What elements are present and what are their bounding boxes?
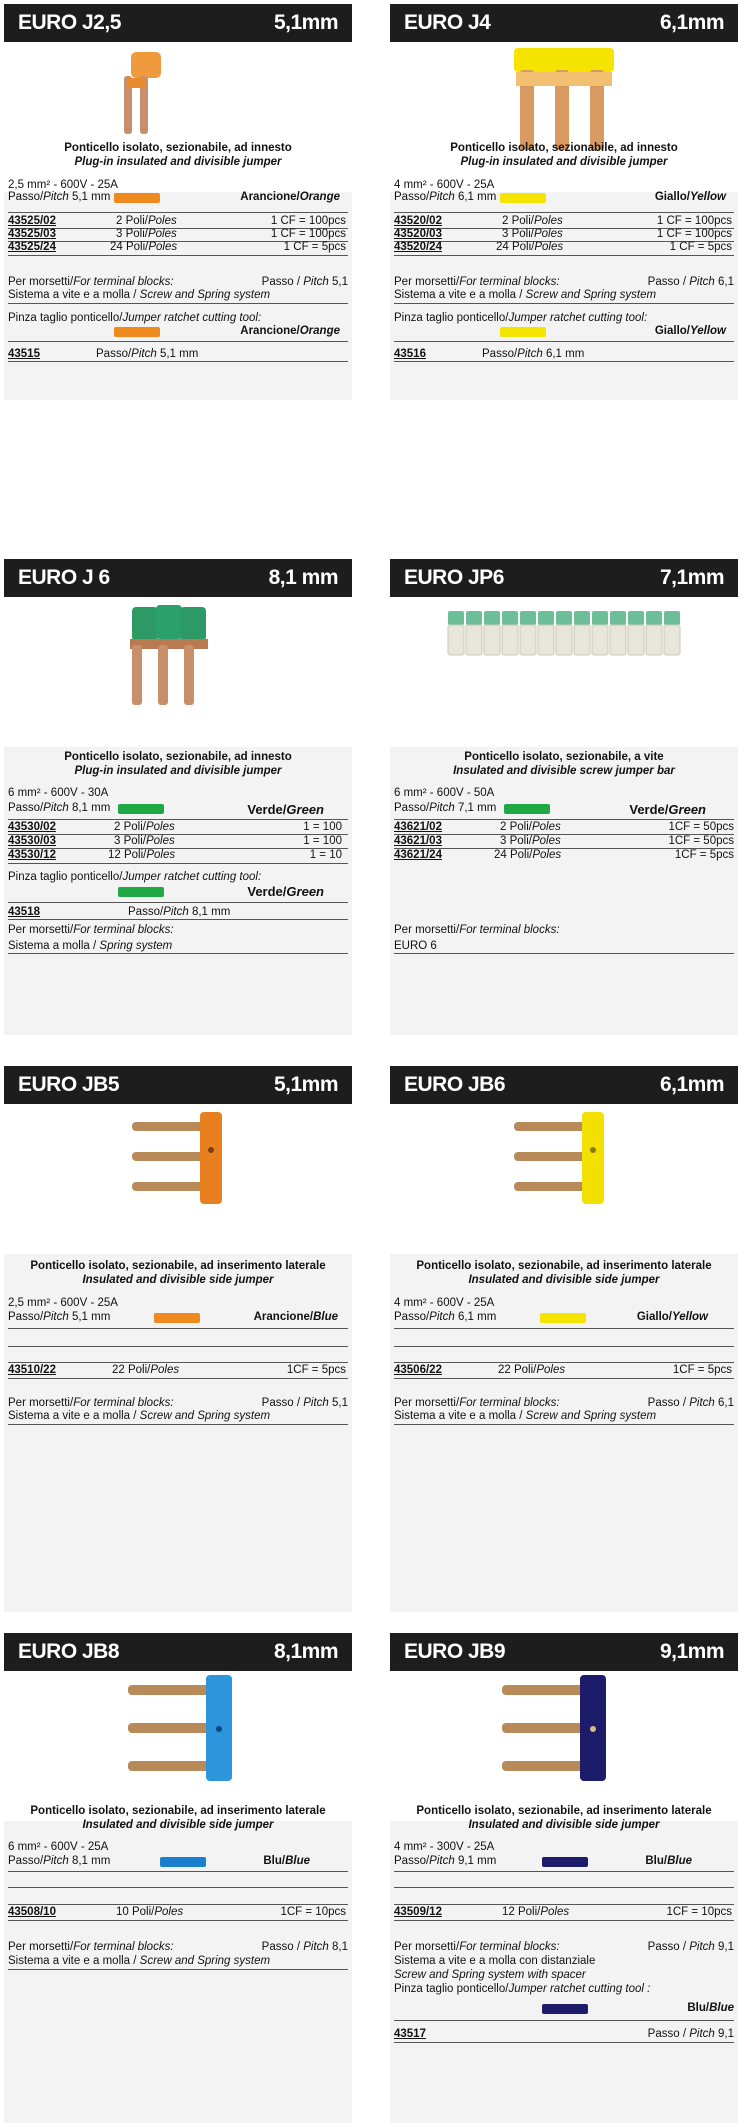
divider — [8, 1362, 348, 1363]
pack: 1 CF = 100pcs — [656, 228, 732, 240]
card-header — [390, 1066, 738, 1104]
article-code: 43525/02 — [8, 215, 56, 227]
article-code: 43520/02 — [394, 215, 442, 227]
product-name: EURO JB8 — [18, 1640, 120, 1663]
color-swatch — [540, 1313, 586, 1323]
product-card-euro-jb9 — [390, 1633, 738, 2123]
product-title: Ponticello isolato, sezionabile, ad inserimento laterale — [416, 1260, 712, 1272]
spec-pitch: Passo/Pitch 8,1 mm — [8, 802, 111, 814]
side-jumper-illustration — [4, 1671, 352, 1821]
system-type: Sistema a vite e a molla / Screw and Spring system — [8, 289, 271, 301]
card-header — [390, 559, 738, 597]
pack: 1CF = 5pcs — [672, 1364, 732, 1376]
product-title: Ponticello isolato, sezionabile, ad innesto — [64, 751, 292, 763]
tool-code: 43517 — [394, 2028, 426, 2040]
divider — [8, 1378, 348, 1379]
product-photo — [390, 42, 738, 192]
product-card-euro-j6 — [4, 559, 352, 1035]
article-code: 43621/02 — [394, 821, 442, 833]
pack: 1CF = 5pcs — [286, 1364, 346, 1376]
divider — [8, 1920, 348, 1921]
card-header — [390, 1633, 738, 1671]
divider — [394, 2042, 734, 2043]
tool-pitch: Passo/Pitch 5,1 mm — [96, 348, 199, 360]
divider — [8, 1904, 348, 1905]
tool-color-name: Verde/Green — [247, 884, 324, 899]
divider — [394, 953, 734, 954]
article-code: 43508/10 — [8, 1906, 56, 1918]
terminal-blocks-label: Per morsetti/For terminal blocks: — [8, 276, 174, 288]
spec-rating: 4 mm² - 300V - 25A — [394, 1841, 495, 1853]
tool-color-name: Arancione/Orange — [240, 325, 340, 337]
color-name: Giallo/Yellow — [654, 191, 726, 203]
divider — [394, 1378, 734, 1379]
pack: 1 = 10 — [309, 849, 342, 861]
product-card-euro-jp6 — [390, 559, 738, 1035]
pitch-badge: 9,1mm — [659, 1640, 724, 1663]
spec-pitch: Passo/Pitch 6,1 mm — [394, 1311, 497, 1323]
poles: 3 Poli/Poles — [502, 228, 563, 240]
pack: 1 CF = 100pcs — [270, 228, 346, 240]
terminal-blocks-pitch: Passo / Pitch 5,1 — [261, 276, 348, 288]
product-name: EURO JP6 — [404, 566, 504, 589]
card-header — [4, 1633, 352, 1671]
system-type: Sistema a vite e a molla / Screw and Spring system — [394, 289, 657, 301]
card-header — [390, 4, 738, 42]
product-card-euro-j2-5 — [4, 4, 352, 400]
pitch-badge: 8,1 mm — [268, 566, 338, 589]
product-subtitle: Insulated and divisible side jumper — [82, 1819, 274, 1831]
article-code: 43520/24 — [394, 241, 442, 253]
system-type: Sistema a vite e a molla / Screw and Spring system — [394, 1410, 657, 1422]
tool-pitch: Passo/Pitch 6,1 mm — [482, 348, 585, 360]
divider — [8, 1871, 348, 1872]
divider — [8, 361, 348, 362]
product-subtitle: Insulated and divisible side jumper — [82, 1274, 274, 1286]
spec-rating: 2,5 mm² - 600V - 25A — [8, 179, 118, 191]
product-title: Ponticello isolato, sezionabile, ad inserimento laterale — [30, 1260, 326, 1272]
product-name: EURO J4 — [404, 11, 491, 34]
divider — [8, 819, 348, 820]
jumper-illustration — [4, 42, 352, 192]
terminal-blocks-pitch: Passo / Pitch 6,1 — [647, 1397, 734, 1409]
poles: 2 Poli/Poles — [114, 821, 175, 833]
terminal-blocks-pitch: Passo / Pitch 9,1 — [647, 1941, 734, 1953]
product-card-euro-jb5 — [4, 1066, 352, 1612]
color-swatch — [542, 1857, 588, 1867]
product-photo — [4, 1104, 352, 1254]
poles: 24 Poli/Poles — [110, 241, 178, 253]
product-card-euro-jb8 — [4, 1633, 352, 2123]
divider — [8, 212, 348, 213]
spec-rating: 6 mm² - 600V - 30A — [8, 787, 109, 799]
tool-color-swatch — [542, 2004, 588, 2014]
poles: 2 Poli/Poles — [500, 821, 561, 833]
product-name: EURO J2,5 — [18, 11, 121, 34]
terminal-blocks-pitch: Passo / Pitch 5,1 — [261, 1397, 348, 1409]
article-code: 43520/03 — [394, 228, 442, 240]
divider — [8, 902, 348, 903]
spec-pitch: Passo/Pitch 5,1 mm — [8, 1311, 111, 1323]
pitch-badge: 6,1mm — [659, 1073, 724, 1096]
divider — [8, 1328, 348, 1329]
poles: 2 Poli/Poles — [116, 215, 177, 227]
article-code: 43621/03 — [394, 835, 442, 847]
terminal-blocks-label: Per morsetti/For terminal blocks: — [8, 1397, 174, 1409]
divider — [394, 1424, 734, 1425]
poles: 12 Poli/Poles — [502, 1906, 570, 1918]
product-subtitle: Insulated and divisible side jumper — [468, 1819, 660, 1831]
spec-pitch: Passo/Pitch 6,1 mm — [394, 191, 497, 203]
color-name: Blu/Blue — [645, 1855, 692, 1867]
divider — [8, 848, 348, 849]
terminal-blocks-pitch: Passo / Pitch 8,1 — [261, 1941, 348, 1953]
product-subtitle: Insulated and divisible side jumper — [468, 1274, 660, 1286]
system-type-en: Screw and Spring system with spacer — [394, 1969, 586, 1981]
divider — [8, 953, 348, 954]
article-code: 43530/02 — [8, 821, 56, 833]
divider — [394, 255, 734, 256]
poles: 22 Poli/Poles — [498, 1364, 566, 1376]
product-card-euro-jb6 — [390, 1066, 738, 1612]
product-title: Ponticello isolato, sezionabile, ad innesto — [450, 142, 678, 154]
cutting-tool-label: Pinza taglio ponticello/Jumper ratchet cutting tool: — [8, 871, 262, 883]
product-title: Ponticello isolato, sezionabile, ad inserimento laterale — [30, 1805, 326, 1817]
color-swatch — [160, 1857, 206, 1867]
poles: 12 Poli/Poles — [108, 849, 176, 861]
pack: 1CF = 10pcs — [666, 1906, 732, 1918]
cutting-tool-label: Pinza taglio ponticello/Jumper ratchet cutting tool : — [394, 1983, 651, 1995]
pack: 1CF = 5pcs — [674, 849, 734, 861]
divider — [394, 819, 734, 820]
poles: 3 Poli/Poles — [114, 835, 175, 847]
pitch-badge: 7,1mm — [659, 566, 724, 589]
color-name: Arancione/Orange — [240, 191, 340, 203]
pack: 1 = 100 — [303, 835, 342, 847]
tool-pitch: Passo/Pitch 8,1 mm — [128, 906, 231, 918]
divider — [394, 361, 734, 362]
divider — [394, 341, 734, 342]
product-title: Ponticello isolato, sezionabile, a vite — [464, 751, 664, 763]
product-photo — [390, 597, 738, 747]
product-name: EURO J 6 — [18, 566, 110, 589]
terminal-blocks-label: Per morsetti/For terminal blocks: — [394, 276, 560, 288]
poles: 24 Poli/Poles — [496, 241, 564, 253]
divider — [394, 212, 734, 213]
product-photo — [390, 1104, 738, 1254]
divider — [394, 1871, 734, 1872]
tool-code: 43516 — [394, 348, 426, 360]
divider — [8, 1424, 348, 1425]
pitch-badge: 5,1mm — [273, 1073, 338, 1096]
cutting-tool-label: Pinza taglio ponticello/Jumper ratchet cutting tool: — [394, 312, 648, 324]
product-subtitle: Plug-in insulated and divisible jumper — [74, 156, 282, 168]
tool-code: 43515 — [8, 348, 40, 360]
terminal-blocks-value: EURO 6 — [394, 940, 437, 952]
color-name: Verde/Green — [629, 802, 706, 817]
divider — [8, 1969, 348, 1970]
terminal-blocks-label: Per morsetti/For terminal blocks: — [394, 1397, 560, 1409]
pack: 1CF = 50pcs — [668, 821, 734, 833]
pitch-badge: 5,1mm — [273, 11, 338, 34]
system-type: Sistema a vite e a molla / Screw and Spring system — [8, 1955, 271, 1967]
side-jumper-illustration — [390, 1104, 738, 1254]
system-type: Sistema a molla / Spring system — [8, 940, 173, 952]
card-header — [4, 1066, 352, 1104]
terminal-blocks-label: Per morsetti/For terminal blocks: — [394, 924, 560, 936]
product-subtitle: Plug-in insulated and divisible jumper — [460, 156, 668, 168]
tool-color-name: Blu/Blue — [687, 2002, 734, 2014]
divider — [394, 1346, 734, 1347]
product-name: EURO JB6 — [404, 1073, 506, 1096]
article-code: 43510/22 — [8, 1364, 56, 1376]
divider — [8, 255, 348, 256]
article-code: 43506/22 — [394, 1364, 442, 1376]
card-header — [4, 559, 352, 597]
divider — [394, 303, 734, 304]
divider — [8, 863, 348, 864]
pitch-badge: 6,1mm — [659, 11, 724, 34]
divider — [8, 1887, 348, 1888]
tool-color-swatch — [114, 327, 160, 337]
pack: 1 = 100 — [303, 821, 342, 833]
article-code: 43509/12 — [394, 1906, 442, 1918]
terminal-blocks-label: Per morsetti/For terminal blocks: — [8, 1941, 174, 1953]
system-type-it: Sistema a vite e a molla con distanziale — [394, 1955, 596, 1967]
product-subtitle: Insulated and divisible screw jumper bar — [453, 765, 675, 777]
divider — [394, 1904, 734, 1905]
pack: 1 CF = 100pcs — [656, 215, 732, 227]
spec-rating: 6 mm² - 600V - 50A — [394, 787, 495, 799]
article-code: 43525/24 — [8, 241, 56, 253]
terminal-blocks-label: Per morsetti/For terminal blocks: — [8, 924, 174, 936]
color-name: Verde/Green — [247, 802, 324, 817]
spec-pitch: Passo/Pitch 8,1 mm — [8, 1855, 111, 1867]
system-type: Sistema a vite e a molla / Screw and Spring system — [8, 1410, 271, 1422]
jumper-illustration — [390, 42, 738, 192]
spec-rating: 4 mm² - 600V - 25A — [394, 1297, 495, 1309]
divider — [8, 834, 348, 835]
poles: 2 Poli/Poles — [502, 215, 563, 227]
tool-color-swatch — [118, 887, 164, 897]
pack: 1 CF = 100pcs — [270, 215, 346, 227]
product-photo — [390, 1671, 738, 1821]
spec-rating: 2,5 mm² - 600V - 25A — [8, 1297, 118, 1309]
product-title: Ponticello isolato, sezionabile, ad inserimento laterale — [416, 1805, 712, 1817]
side-jumper-illustration — [390, 1671, 738, 1821]
product-title: Ponticello isolato, sezionabile, ad innesto — [64, 142, 292, 154]
terminal-blocks-label: Per morsetti/For terminal blocks: — [394, 1941, 560, 1953]
tool-color-swatch — [500, 327, 546, 337]
spec-rating: 6 mm² - 600V - 25A — [8, 1841, 109, 1853]
pitch-badge: 8,1mm — [273, 1640, 338, 1663]
terminal-blocks-pitch: Passo / Pitch 6,1 — [647, 276, 734, 288]
spec-rating: 4 mm² - 600V - 25A — [394, 179, 495, 191]
color-swatch — [504, 804, 550, 814]
product-photo — [4, 1671, 352, 1821]
article-code: 43621/24 — [394, 849, 442, 861]
card-header — [4, 4, 352, 42]
article-code: 43530/03 — [8, 835, 56, 847]
cutting-tool-label: Pinza taglio ponticello/Jumper ratchet cutting tool: — [8, 312, 262, 324]
product-card-euro-j4 — [390, 4, 738, 400]
divider — [394, 1362, 734, 1363]
article-code: 43530/12 — [8, 849, 56, 861]
poles: 10 Poli/Poles — [116, 1906, 184, 1918]
tool-color-name: Giallo/Yellow — [654, 325, 726, 337]
product-name: EURO JB5 — [18, 1073, 120, 1096]
spec-pitch: Passo/Pitch 9,1 mm — [394, 1855, 497, 1867]
divider — [394, 2020, 734, 2021]
color-swatch — [114, 193, 160, 203]
product-photo — [4, 597, 352, 747]
pack: 1 CF = 5pcs — [669, 241, 732, 253]
pack: 1 CF = 5pcs — [283, 241, 346, 253]
tool-code: 43518 — [8, 906, 40, 918]
divider — [8, 1346, 348, 1347]
divider — [394, 1328, 734, 1329]
poles: 22 Poli/Poles — [112, 1364, 180, 1376]
product-photo — [4, 42, 352, 192]
poles: 3 Poli/Poles — [500, 835, 561, 847]
jumper-bar-illustration — [390, 597, 738, 747]
color-swatch — [118, 804, 164, 814]
pack: 1CF = 50pcs — [668, 835, 734, 847]
poles: 3 Poli/Poles — [116, 228, 177, 240]
color-name: Giallo/Yellow — [636, 1311, 708, 1323]
pack: 1CF = 10pcs — [280, 1906, 346, 1918]
color-name: Arancione/Blue — [253, 1311, 338, 1323]
side-jumper-illustration — [4, 1104, 352, 1254]
jumper-illustration — [4, 597, 352, 747]
product-subtitle: Plug-in insulated and divisible jumper — [74, 765, 282, 777]
product-name: EURO JB9 — [404, 1640, 506, 1663]
divider — [8, 919, 348, 920]
color-swatch — [500, 193, 546, 203]
divider — [8, 341, 348, 342]
tool-pitch: Passo / Pitch 9,1 — [647, 2028, 734, 2040]
divider — [8, 303, 348, 304]
divider — [394, 1887, 734, 1888]
spec-pitch: Passo/Pitch 5,1 mm — [8, 191, 111, 203]
poles: 24 Poli/Poles — [494, 849, 562, 861]
color-swatch — [154, 1313, 200, 1323]
divider — [394, 1920, 734, 1921]
spec-pitch: Passo/Pitch 7,1 mm — [394, 802, 497, 814]
color-name: Blu/Blue — [263, 1855, 310, 1867]
article-code: 43525/03 — [8, 228, 56, 240]
